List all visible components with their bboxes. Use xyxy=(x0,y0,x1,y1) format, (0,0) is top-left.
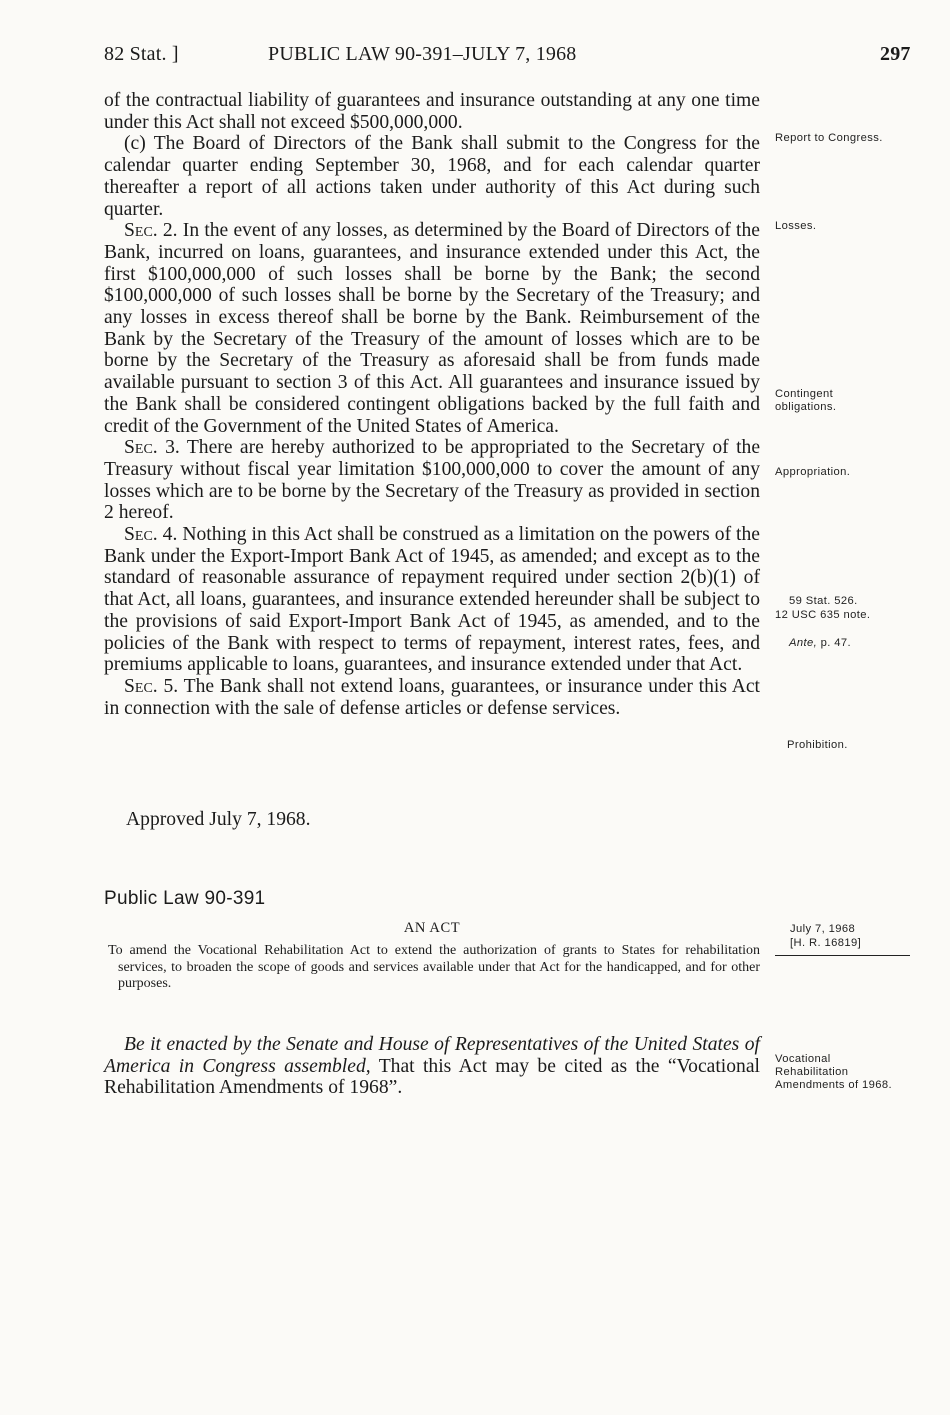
margin-note-report: Report to Congress. xyxy=(775,132,883,144)
paragraph-sec5 xyxy=(104,676,760,719)
section-label: Sec. 5. xyxy=(124,675,179,697)
enacting-clause xyxy=(104,1034,760,1099)
body-text xyxy=(104,90,760,719)
margin-rule xyxy=(775,955,910,956)
paragraph-sec4 xyxy=(104,524,760,676)
paragraph-report: (c) The Board of Directors of the Bank shall submit to the Congress for the calendar quarter ending September 30, 1968, and for each calendar quarter thereafter a report of all actions taken under authority of this Act during such quarter. xyxy=(104,133,760,220)
section-text: Nothing in this Act shall be construed as a limitation on the powers of the Bank under the Export-Import Bank Act of 1945, as amended; and except as to the standard of reasonable assurance of repayment required under section 2(b)(1) of that Act, all loans, guarantees, and insurance extended hereunder shall be subject to the provisions of said Export-Import Bank Act of 1945, as amended, and to the policies of the Bank with respect to terms of repayment, interest rates, fees, and premiums applicable to loans, guarantees, and insurance extended under that Act. xyxy=(104,524,760,676)
margin-note-appropriation: Appropriation. xyxy=(775,466,851,478)
section-label: Sec. 2. xyxy=(124,220,178,242)
act-long-title-text: To amend the Vocational Rehabilitation Act to extend the authorization of grants to States for rehabilitation services, to broaden the scope of goods and services available under that Act for the handicapped, and for other purposes. xyxy=(108,943,760,991)
enacting-clause-text: That this Act may be cited as the “Vocational Rehabilitation Amendments of 1968”. xyxy=(104,1055,760,1099)
section-text: There are hereby authorized to be appropriated to the Secretary of the Treasury without fiscal year limitation $100,000,000 to cover the amount of any losses which are to be borne by the Secretary of the Treasury as provided in section 2 hereof. xyxy=(104,437,761,524)
margin-note-bill-number: [H. R. 16819] xyxy=(790,937,862,949)
section-text: In the event of any losses, as determined by the Board of Directors of the Bank, incurred on loans, guarantees, and insurance extended under this Act, the first $100,000,000 of such losses shall be borne by the Bank; the second $100,000,000 of such losses shall be borne by the Secretary of the Treasury; and any losses in excess thereof shall be borne by the Bank. Reimbursement of the Bank by the Secretary of the Treasury of the amount of losses which are to be borne by the Secretary of the Treasury as aforesaid shall be from funds made available pursuant to section 3 of this Act. All guarantees and insurance issued by the Bank shall be considered contingent obligations backed by the full faith and credit of the Government of the United States of America. xyxy=(104,220,760,437)
section-label: Sec. 4. xyxy=(124,524,178,546)
an-act-heading: AN ACT xyxy=(403,920,461,936)
running-head-title: PUBLIC LAW 90-391–JULY 7, 1968 xyxy=(268,43,577,65)
margin-note-citation-stat: 59 Stat. 526. xyxy=(789,595,858,607)
margin-note-citation-ante: Ante, p. 47. xyxy=(789,637,852,649)
margin-note-losses: Losses. xyxy=(775,220,817,232)
margin-note-citation-usc: 12 USC 635 note. xyxy=(775,609,871,621)
public-law-heading: Public Law 90-391 xyxy=(104,888,266,909)
approved-line: Approved July 7, 1968. xyxy=(126,809,311,830)
margin-note-date: July 7, 1968 xyxy=(790,923,856,935)
stat-volume: 82 Stat. xyxy=(104,43,167,65)
section-text: The Bank shall not extend loans, guarantees, or insurance under this Act in connection with the sale of defense articles or defense services. xyxy=(104,675,760,719)
margin-note-contingent: Contingent obligations. xyxy=(775,388,837,413)
margin-note-prohibition: Prohibition. xyxy=(787,739,848,751)
margin-note-short-title: Vocational Rehabilitation Amendments of 1968. xyxy=(775,1053,893,1091)
page-number: 297 xyxy=(880,43,911,65)
stat-bracket: ] xyxy=(171,43,179,65)
paragraph-sec2 xyxy=(104,220,760,437)
paragraph-sec3 xyxy=(104,437,760,524)
act-long-title xyxy=(108,943,760,993)
enacting-clause-italic: Be it enacted by the Senate and House of Representatives of the United States of America in Congress assembled, xyxy=(104,1034,760,1077)
running-head-left xyxy=(104,42,179,66)
paragraph-liability: of the contractual liability of guarantees and insurance outstanding at any one time under this Act shall not exceed $500,000,000. xyxy=(104,90,760,133)
section-label: Sec. 3. xyxy=(124,437,180,459)
